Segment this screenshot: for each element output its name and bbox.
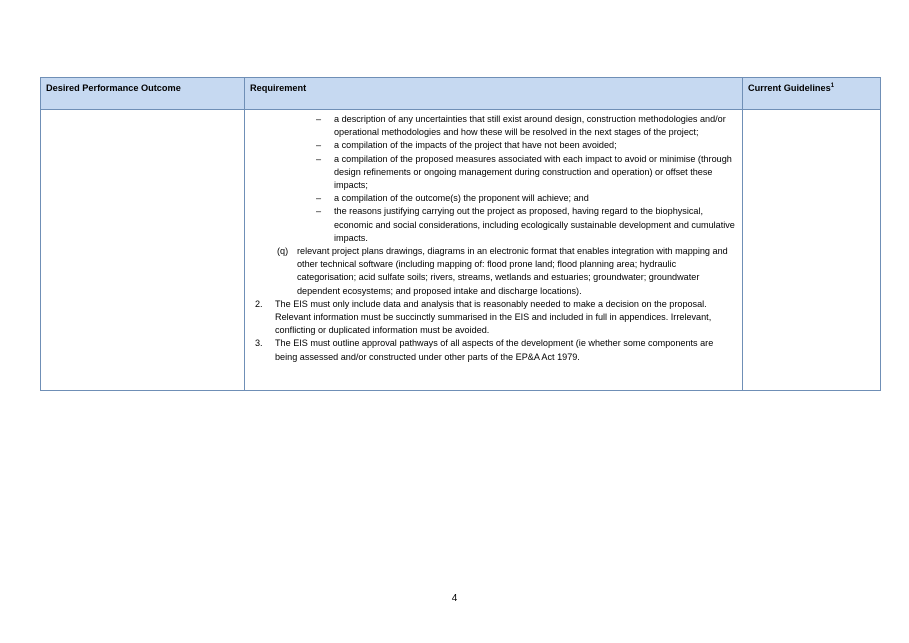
item-number: 3.: [255, 338, 263, 349]
dash-marker: –: [316, 114, 322, 124]
header-label: Requirement: [250, 83, 307, 93]
list-item-text: a compilation of the impacts of the project that have not been avoided;: [334, 140, 617, 151]
list-item-text: a compilation of the outcome(s) the proponent will achieve; and: [334, 193, 589, 204]
list-item-q: [251, 245, 736, 298]
item-number: 2.: [255, 298, 263, 309]
desired-performance-outcome-cell: [41, 110, 245, 391]
dash-marker: –: [316, 140, 322, 151]
numbered-item: [251, 298, 736, 338]
header-current-guidelines: [743, 78, 881, 110]
header-requirement: [245, 78, 743, 110]
dash-marker: –: [316, 206, 322, 217]
list-item-text: The EIS must outline approval pathways of all aspects of the development (ie whether some components are being assessed and/or constructed under other parts of the EP&A Act 1979.: [275, 338, 714, 362]
list-item: [251, 113, 736, 139]
page-number: 4: [451, 593, 458, 604]
list-item: [251, 205, 736, 245]
dash-marker: –: [316, 193, 322, 204]
requirement-content: [251, 113, 736, 364]
dash-marker: –: [316, 153, 322, 164]
requirements-table: [40, 77, 881, 391]
list-item-text: the reasons justifying carrying out the project as proposed, having regard to the biophysical, economic and social considerations, including ecologically sustainable development and cumulative impacts.: [334, 206, 735, 243]
header-label: Desired Performance Outcome: [46, 83, 181, 93]
list-item: [251, 192, 736, 205]
list-item-text: The EIS must only include data and analysis that is reasonably needed to make a decision on the proposal. Relevant information must be succinctly summarised in the EIS and included in full in appendices. Irrelevant, conflicting or duplicated information must be avoided.: [275, 298, 712, 336]
requirement-cell: [245, 110, 743, 391]
table-header-row: [41, 78, 881, 110]
list-item: [251, 153, 736, 193]
header-label: Current Guidelines: [748, 83, 831, 94]
header-desired-performance-outcome: [41, 78, 245, 110]
table-row: [41, 110, 881, 391]
list-item-text: a description of any uncertainties that still exist around design, construction methodologies and/or operational methodologies and how these will be resolved in the next stages of the project;: [334, 114, 726, 138]
item-marker: (q): [277, 246, 289, 257]
list-item: [251, 139, 736, 152]
list-item-text: relevant project plans drawings, diagrams in an electronic format that enables integration with mapping and other technical software (including mapping of: flood prone land; flood planning area; hydraulic categorisation; acid sulfate soils; rivers, streams, wetlands and estuaries; groundwater; groundwater dependent ecosystems; and proposed intake and discharge locations).: [297, 246, 728, 296]
numbered-item: [251, 337, 736, 363]
current-guidelines-cell: [743, 110, 881, 391]
list-item-text: a compilation of the proposed measures associated with each impact to avoid or minimise (through design refinements or ongoing management during construction and operation) or offset these impacts;: [334, 153, 732, 191]
footnote-marker: 1: [830, 83, 835, 89]
